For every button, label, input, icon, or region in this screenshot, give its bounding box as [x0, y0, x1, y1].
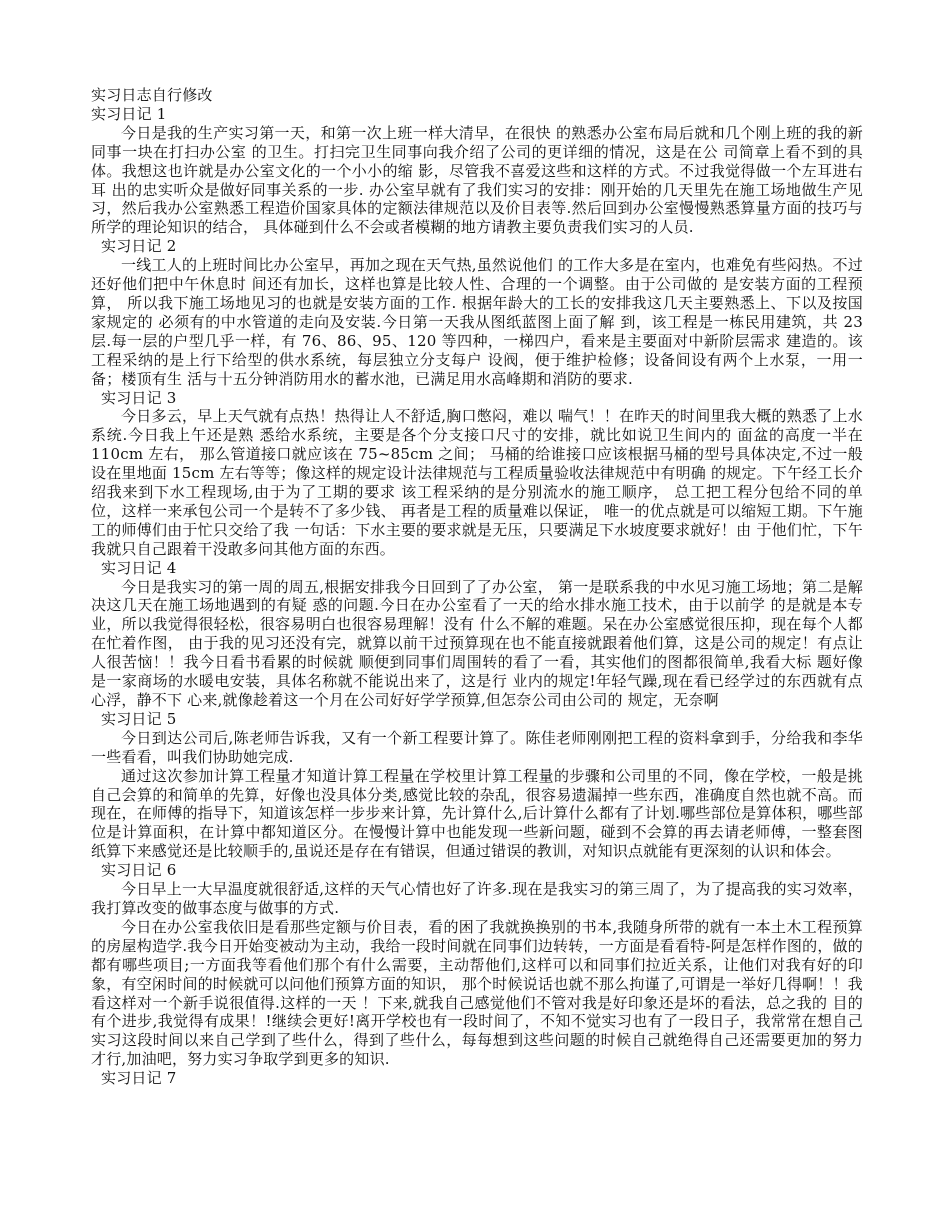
entry-paragraph: 今日多云，早上天气就有点热！热得让人不舒适,胸口憋闷，难以 喘气！！在昨天的时间里我大概的熟悉了上水系统.今日我上午还是熟 悉给水系统，主要是各个分支接口尺寸的安排，就比如说卫生间内的 面盆的高度一半在 110cm 左右， 那么管道接口就应该在 75~85cm 之间； 马桶的给谁接口应该根据马桶的型号具体决定,不过一般设在里地面 15cm 左右等等；像这样的规定设计法律规范与工程质量验收法律规范中有明确 的规定。下午经工长介绍我来到下水工程现场,由于为了工期的要求 该工程采纳的是分别流水的施工顺序， 总工把工程分包给不同的单位，这样一来承包公司一个是转不了多少钱、 再者是工程的质量难以保证， 唯一的优点就是可以缩短工期。下午施工的师傅们由于忙只交给了我 一句话：下水主要的要求就是无压，只要满足下水坡度要求就好！由 于他们忙，下午我就只自己跟着干没敢多问其他方面的东西。	[91, 407, 863, 558]
entry-title: 实习日记 5	[101, 709, 177, 728]
document-title: 实习日志自行修改	[91, 86, 213, 104]
entry-title: 实习日记 3	[101, 388, 177, 407]
entry-title: 实习日记 2	[101, 237, 177, 256]
document-body	[91, 86, 863, 1088]
entry-paragraph: 今日是我实习的第一周的周五,根据安排我今日回到了了办公室， 第一是联系我的中水见习施工场地；第二是解决这几天在施工场地遇到的有疑 惑的问题.今日在办公室看了一天的给水排水施工技术，由于以前学 的是就是本专业，所以我觉得很轻松，很容易明白也很容易理解！没有 什么不解的难题。呆在办公室感觉很压抑，现在每个人都在忙着作图， 由于我的见习还没有完，就算以前干过预算现在也不能直接就跟着他们算，这是公司的规定！有点让人很苦恼！！我今日看书看累的时候就 顺便到同事们周围转的看了一看，其实他们的图都很简单,我看大标 题好像是一家商场的水暖电安装，具体名称就不能说出来了，这是行 业内的规定!年轻气躁,现在看已经学过的东西就有点心浮，静不下 心来,就像趁着这一个月在公司好好学学预算,但怎奈公司由公司的 规定，无奈啊	[91, 577, 863, 709]
entry-paragraph: 通过这次参加计算工程量才知道计算工程量在学校里计算工程量的步骤和公司里的不同，像在学校，一般是挑自己会算的和简单的先算，好像也没具体分类,感觉比较的杂乱，很容易遗漏掉一些东西，准确度自然也就不高。而现在，在师傅的指导下，知道该怎样一步步来计算，先计算什么,后计算什么都有了计划.哪些部位是算体积，哪些部位是计算面积，在计算中都知道区分。在慢慢计算中也能发现一些新问题，碰到不会算的再去请老师傅，一整套图纸算下来感觉还是比较顺手的,虽说还是存在有错误，但通过错误的教训，对知识点就能有更深刻的认识和体会。	[91, 766, 863, 861]
entry-paragraph: 今日到达公司后,陈老师告诉我，又有一个新工程要计算了。陈佳老师刚刚把工程的资料拿到手，分给我和李华一些看看，叫我们协助她完成.	[91, 728, 863, 766]
entry-title: 实习日记 4	[101, 558, 177, 577]
entry-paragraph: 今日是我的生产实习第一天，和第一次上班一样大清早，在很快 的熟悉办公室布局后就和几个刚上班的我的新同事一块在打扫办公室 的卫生。打扫完卫生同事向我介绍了公司的更详细的情况，这是在公 司简章上看不到的具体。我想这也许就是办公室文化的一个小小的缩 影，尽管我不喜爱这些和这样的方式。不过我觉得做一个左耳进右耳 出的忠实听众是做好同事关系的一步. 办公室早就有了我们实习的安排：刚开始的几天里先在施工场地做生产见 习，然后我办公室熟悉工程造价国家具体的定额法律规范以及价目表等.然后回到办公室慢慢熟悉算量方面的技巧与所学的理论知识的结合， 具体碰到什么不会或者模糊的地方请教主要负责我们实习的人员.	[91, 123, 863, 237]
entry-title: 实习日记 1	[91, 104, 167, 123]
entry-title: 实习日记 6	[101, 861, 177, 880]
entry-title: 实习日记 7	[101, 1069, 177, 1088]
entry-paragraph: 今日在办公室我依旧是看那些定额与价目表，看的困了我就换换别的书本,我随身所带的就有一本土木工程预算的房屋构造学.我今日开始变被动为主动，我给一段时间就在同事们边转转，一方面是看看特-阿是怎样作图的，做的都有哪些项目;一方面我等看他们那个有什么需要，主动帮他们,这样可以和同事们拉近关系，让他们对我有好的印象，有空闲时间的时候就可以问他们预算方面的知识， 那个时候说话也就不那么拘谨了,可谓是一举好几得啊！！我看这样对一个新手说很值得.这样的一天 ！下来,就我自己感觉他们不管对我是好印象还是坏的看法，总之我的 目的有个进步,我觉得有成果！!继续会更好!离开学校也有一段时间了，不知不觉实习也有了一段日子，我常常在想自己实习这段时间以来自己学到了些什么，得到了些什么，每每想到这些问题的时候自己就绝得自己还需要更加的努力才行,加油吧，努力实习争取学到更多的知识.	[91, 917, 863, 1069]
entry-paragraph: 今日早上一大早温度就很舒适,这样的天气心情也好了许多.现在是我实习的第三周了，为了提高我的实习效率，我打算改变的做事态度与做事的方式.	[91, 880, 863, 917]
entry-paragraph: 一线工人的上班时间比办公室早，再加之现在天气热,虽然说他们 的工作大多是在室内，也难免有些闷热。不过还好他们把中午休息时 间还有加长，这样也算是比较人性、合理的一个调整。由于公司做的 是安装方面的工程预算， 所以我下施工场地见习的也就是安装方面的工作. 根据年龄大的工长的安排我这几天主要熟悉上、下以及按国家规定的 必须有的中水管道的走向及安装.今日第一天我从图纸蓝图上面了解 到，该工程是一栋民用建筑，共 23 层.每一层的户型几乎一样，有 76、86、95、120 等四种，一梯四户，看来是主要面对中新阶层需求 建造的。该工程采纳的是上行下给型的供水系统，每层独立分支每户 设阀，便于维护检修；设备间设有两个上水泵，一用一备；楼顶有生 活与十五分钟消防用水的蓄水池，已满足用水高峰期和消防的要求.	[91, 256, 863, 388]
